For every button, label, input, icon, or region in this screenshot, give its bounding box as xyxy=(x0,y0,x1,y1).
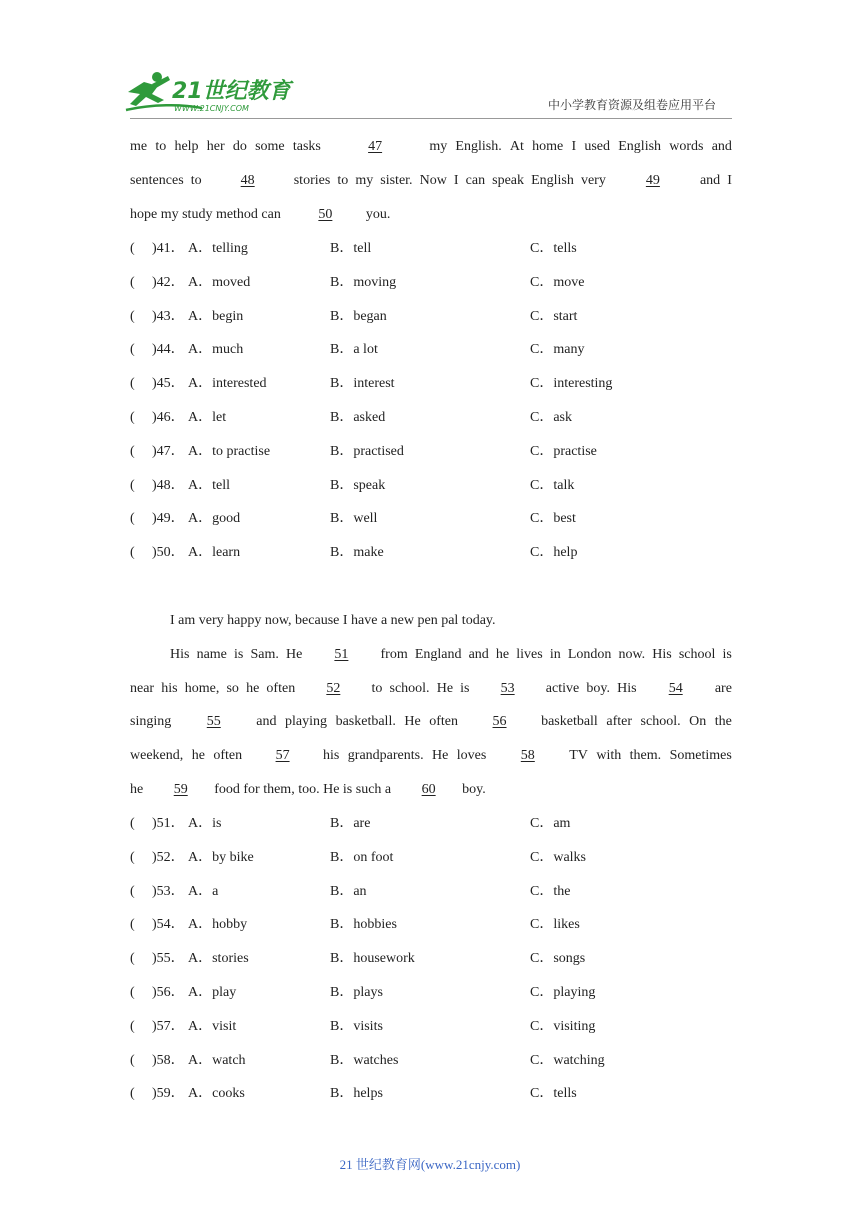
option-a: A．is xyxy=(188,816,222,831)
text: he xyxy=(130,782,147,797)
option-c: C．watching xyxy=(530,1052,605,1068)
word: is xyxy=(460,681,470,696)
word: he xyxy=(495,647,510,662)
blank-51: 51 xyxy=(334,647,349,662)
word: TV xyxy=(569,748,588,763)
question-number: )53． xyxy=(152,883,185,899)
logo xyxy=(122,70,297,114)
word: basketball. xyxy=(335,714,396,729)
word: my xyxy=(355,173,374,188)
blank-59: 59 xyxy=(173,782,188,797)
question-number: )43． xyxy=(152,308,185,324)
word: Sam. xyxy=(250,647,279,662)
option-c: C．talk xyxy=(530,477,575,493)
logo-subtext: WWW.21CNJY.COM xyxy=(174,104,249,113)
word: the xyxy=(714,714,732,729)
word: boy. xyxy=(586,681,610,696)
option-b: B．well xyxy=(330,511,378,527)
page-header xyxy=(0,0,860,125)
option-c: C．likes xyxy=(530,917,580,933)
word: I xyxy=(571,139,577,154)
question-number: )42． xyxy=(152,274,185,290)
passage2-line3 xyxy=(130,679,732,699)
question-row xyxy=(130,307,732,327)
word: stories xyxy=(293,173,331,188)
option-b: B．practised xyxy=(330,443,404,459)
option-b: B．a lot xyxy=(330,342,378,358)
word: weekend, xyxy=(130,748,184,763)
option-a: A．much xyxy=(188,342,244,358)
answer-paren: ( xyxy=(130,883,135,899)
word: my xyxy=(429,139,448,154)
question-row xyxy=(130,915,732,935)
question-row xyxy=(130,1051,732,1071)
option-a: A．to practise xyxy=(188,443,271,459)
word: His xyxy=(652,647,672,662)
word: basketball xyxy=(541,714,598,729)
passage1-line3 xyxy=(130,205,732,225)
option-b: B．speak xyxy=(330,477,386,493)
question-number: )59． xyxy=(152,1086,185,1102)
question-number: )41． xyxy=(152,241,185,256)
word: to xyxy=(190,173,202,188)
option-c: C．visiting xyxy=(530,1018,596,1034)
option-a: A．moved xyxy=(188,274,251,290)
blank-58: 58 xyxy=(520,748,535,763)
passage2-intro: I am very happy now, because I have a new pen pal today. xyxy=(170,613,496,628)
word: are xyxy=(714,681,732,696)
option-b: B．interest xyxy=(330,376,395,392)
question-number: )49． xyxy=(152,511,185,527)
question-row xyxy=(130,983,732,1003)
answer-paren: ( xyxy=(130,1052,135,1068)
option-b: B．housework xyxy=(330,951,415,967)
word: school xyxy=(678,647,716,662)
option-c: C．help xyxy=(530,545,578,561)
word: very xyxy=(580,173,606,188)
question-number: )48． xyxy=(152,477,185,493)
option-b: B．make xyxy=(330,545,384,561)
blank-49: 49 xyxy=(645,173,660,188)
text: hope my study method can xyxy=(130,207,285,222)
word: with xyxy=(596,748,622,763)
option-c: C．playing xyxy=(530,985,596,1000)
answer-paren: ( xyxy=(130,816,135,831)
word: He xyxy=(436,681,454,696)
word: and xyxy=(699,173,721,188)
option-c: C．interesting xyxy=(530,376,613,392)
answer-paren: ( xyxy=(130,1018,135,1034)
option-a: A．let xyxy=(188,410,227,425)
passage1-line1 xyxy=(130,137,732,157)
word: and xyxy=(468,647,489,662)
option-a: A．by bike xyxy=(188,849,254,865)
word: England xyxy=(414,647,462,662)
word: to xyxy=(155,139,167,154)
answer-paren: ( xyxy=(130,951,135,967)
option-a: A．telling xyxy=(188,241,248,256)
word: His xyxy=(617,681,637,696)
option-b: B．watches xyxy=(330,1052,399,1068)
option-b: B．began xyxy=(330,308,387,324)
question-row xyxy=(130,949,732,969)
word: grandparents. xyxy=(347,748,424,763)
blank-60: 60 xyxy=(421,782,436,797)
word: school. xyxy=(640,714,681,729)
word: so xyxy=(226,681,239,696)
word: her xyxy=(206,139,225,154)
option-a: A．tell xyxy=(188,477,230,493)
word: home, xyxy=(184,681,220,696)
word: is xyxy=(234,647,244,662)
question-row xyxy=(130,476,732,496)
answer-paren: ( xyxy=(130,241,135,256)
blank-47: 47 xyxy=(368,139,383,154)
word: name xyxy=(196,647,227,662)
word: English. xyxy=(455,139,502,154)
option-a: A．begin xyxy=(188,308,244,324)
answer-paren: ( xyxy=(130,477,135,493)
option-b: B．plays xyxy=(330,985,383,1000)
word: school. xyxy=(389,681,430,696)
option-a: A．good xyxy=(188,511,241,527)
question-row xyxy=(130,442,732,462)
option-c: C．walks xyxy=(530,849,586,865)
passage2-line4 xyxy=(130,712,732,732)
word: his xyxy=(161,681,178,696)
word: his xyxy=(323,748,340,763)
word: loves xyxy=(456,748,487,763)
word: He xyxy=(432,748,449,763)
word: sister. xyxy=(380,173,413,188)
site-name: 中小学教育资源及组卷应用平台 xyxy=(548,98,717,112)
option-c: C．tells xyxy=(530,241,577,256)
word: English xyxy=(618,139,662,154)
word: words xyxy=(669,139,704,154)
word: from xyxy=(380,647,408,662)
option-c: C．move xyxy=(530,274,585,290)
option-c: C．am xyxy=(530,816,571,831)
text: food for them, too. He is such a xyxy=(210,782,395,797)
word: active xyxy=(545,681,580,696)
option-b: B．visits xyxy=(330,1018,383,1034)
blank-57: 57 xyxy=(275,748,290,763)
passage2-line6 xyxy=(130,780,732,800)
option-c: C．start xyxy=(530,308,578,324)
question-number: )46． xyxy=(152,410,185,425)
question-number: )52． xyxy=(152,849,185,865)
option-b: B．tell xyxy=(330,241,372,256)
word: often xyxy=(266,681,296,696)
word: sentences xyxy=(130,173,184,188)
option-c: C．tells xyxy=(530,1086,577,1102)
blank-53: 53 xyxy=(500,681,515,696)
question-row xyxy=(130,340,732,360)
word: often xyxy=(213,748,243,763)
blank-54: 54 xyxy=(668,681,683,696)
word: in xyxy=(549,647,561,662)
answer-paren: ( xyxy=(130,274,135,290)
option-a: A．watch xyxy=(188,1052,246,1068)
question-row xyxy=(130,848,732,868)
word: speak xyxy=(492,173,525,188)
word: near xyxy=(130,681,155,696)
word: them. xyxy=(629,748,662,763)
word: lives xyxy=(516,647,543,662)
word: I xyxy=(453,173,459,188)
word: can xyxy=(465,173,486,188)
option-b: B．an xyxy=(330,883,367,899)
option-c: C．songs xyxy=(530,951,586,967)
word: I xyxy=(727,173,732,188)
question-number: )57． xyxy=(152,1018,185,1034)
question-number: )50． xyxy=(152,545,185,561)
question-number: )45． xyxy=(152,376,185,392)
question-row xyxy=(130,509,732,529)
answer-paren: ( xyxy=(130,1086,135,1102)
word: me xyxy=(130,139,148,154)
question-number: )55． xyxy=(152,951,185,967)
option-a: A．stories xyxy=(188,951,249,967)
question-row xyxy=(130,543,732,563)
answer-paren: ( xyxy=(130,443,135,459)
answer-paren: ( xyxy=(130,849,135,865)
logo-text: 21世纪教育 xyxy=(172,79,291,104)
word: London xyxy=(567,647,612,662)
question-number: )54． xyxy=(152,917,185,933)
blank-48: 48 xyxy=(240,173,255,188)
option-b: B．hobbies xyxy=(330,917,397,933)
word: some xyxy=(255,139,285,154)
question-number: )44． xyxy=(152,342,185,358)
question-row xyxy=(130,1084,732,1104)
word: singing xyxy=(130,714,172,729)
question-row xyxy=(130,273,732,293)
option-b: B．moving xyxy=(330,274,397,290)
text: boy. xyxy=(458,782,486,797)
question-row xyxy=(130,1017,732,1037)
question-row xyxy=(130,814,732,834)
question-row xyxy=(130,239,732,259)
option-c: C．practise xyxy=(530,443,597,459)
word: Sometimes xyxy=(669,748,732,763)
word: do xyxy=(232,139,247,154)
question-number: )51． xyxy=(152,816,185,831)
word: is xyxy=(722,647,732,662)
option-c: C．ask xyxy=(530,410,572,425)
blank-50: 50 xyxy=(318,207,333,222)
word: now. xyxy=(618,647,646,662)
option-a: A．interested xyxy=(188,376,267,392)
word: Now xyxy=(419,173,447,188)
passage1-line2 xyxy=(130,171,732,191)
word: he xyxy=(191,748,205,763)
option-c: C．many xyxy=(530,342,585,358)
blank-52: 52 xyxy=(326,681,341,696)
option-a: A．play xyxy=(188,985,237,1000)
word: and xyxy=(711,139,732,154)
answer-paren: ( xyxy=(130,410,135,425)
word: home xyxy=(532,139,564,154)
option-b: B．helps xyxy=(330,1086,383,1102)
word: often xyxy=(429,714,458,729)
question-number: )58． xyxy=(152,1052,185,1068)
option-a: A．visit xyxy=(188,1018,237,1034)
option-a: A．cooks xyxy=(188,1086,245,1102)
answer-paren: ( xyxy=(130,985,135,1000)
answer-paren: ( xyxy=(130,308,135,324)
question-row xyxy=(130,408,732,428)
question-row xyxy=(130,882,732,902)
option-c: C．the xyxy=(530,883,571,899)
word: to xyxy=(337,173,349,188)
word: His xyxy=(170,647,190,662)
option-b: B．are xyxy=(330,816,371,831)
word: playing xyxy=(285,714,328,729)
answer-paren: ( xyxy=(130,511,135,527)
option-a: A．hobby xyxy=(188,917,248,933)
word: he xyxy=(246,681,260,696)
blank-56: 56 xyxy=(492,714,507,729)
option-b: B．asked xyxy=(330,410,386,425)
word: after xyxy=(606,714,633,729)
option-c: C．best xyxy=(530,511,576,527)
answer-paren: ( xyxy=(130,342,135,358)
option-a: A．a xyxy=(188,883,219,899)
blank-55: 55 xyxy=(206,714,221,729)
text: you. xyxy=(362,207,391,222)
word: English xyxy=(531,173,574,188)
option-b: B．on foot xyxy=(330,849,394,865)
passage2-line2 xyxy=(170,645,732,665)
passage2-line5 xyxy=(130,746,732,766)
word: At xyxy=(509,139,524,154)
answer-paren: ( xyxy=(130,917,135,933)
word: tasks xyxy=(292,139,321,154)
word: On xyxy=(689,714,707,729)
question-number: )56． xyxy=(152,985,185,1000)
answer-paren: ( xyxy=(130,376,135,392)
answer-paren: ( xyxy=(130,545,135,561)
word: help xyxy=(174,139,199,154)
word: He xyxy=(404,714,421,729)
page-footer: 21 世纪教育网(www.21cnjy.com) xyxy=(339,1157,521,1172)
word: and xyxy=(256,714,277,729)
word: to xyxy=(371,681,383,696)
word: used xyxy=(584,139,611,154)
question-row xyxy=(130,374,732,394)
header-divider xyxy=(130,118,732,119)
word: He xyxy=(285,647,303,662)
question-number: )47． xyxy=(152,443,185,459)
option-a: A．learn xyxy=(188,545,241,561)
